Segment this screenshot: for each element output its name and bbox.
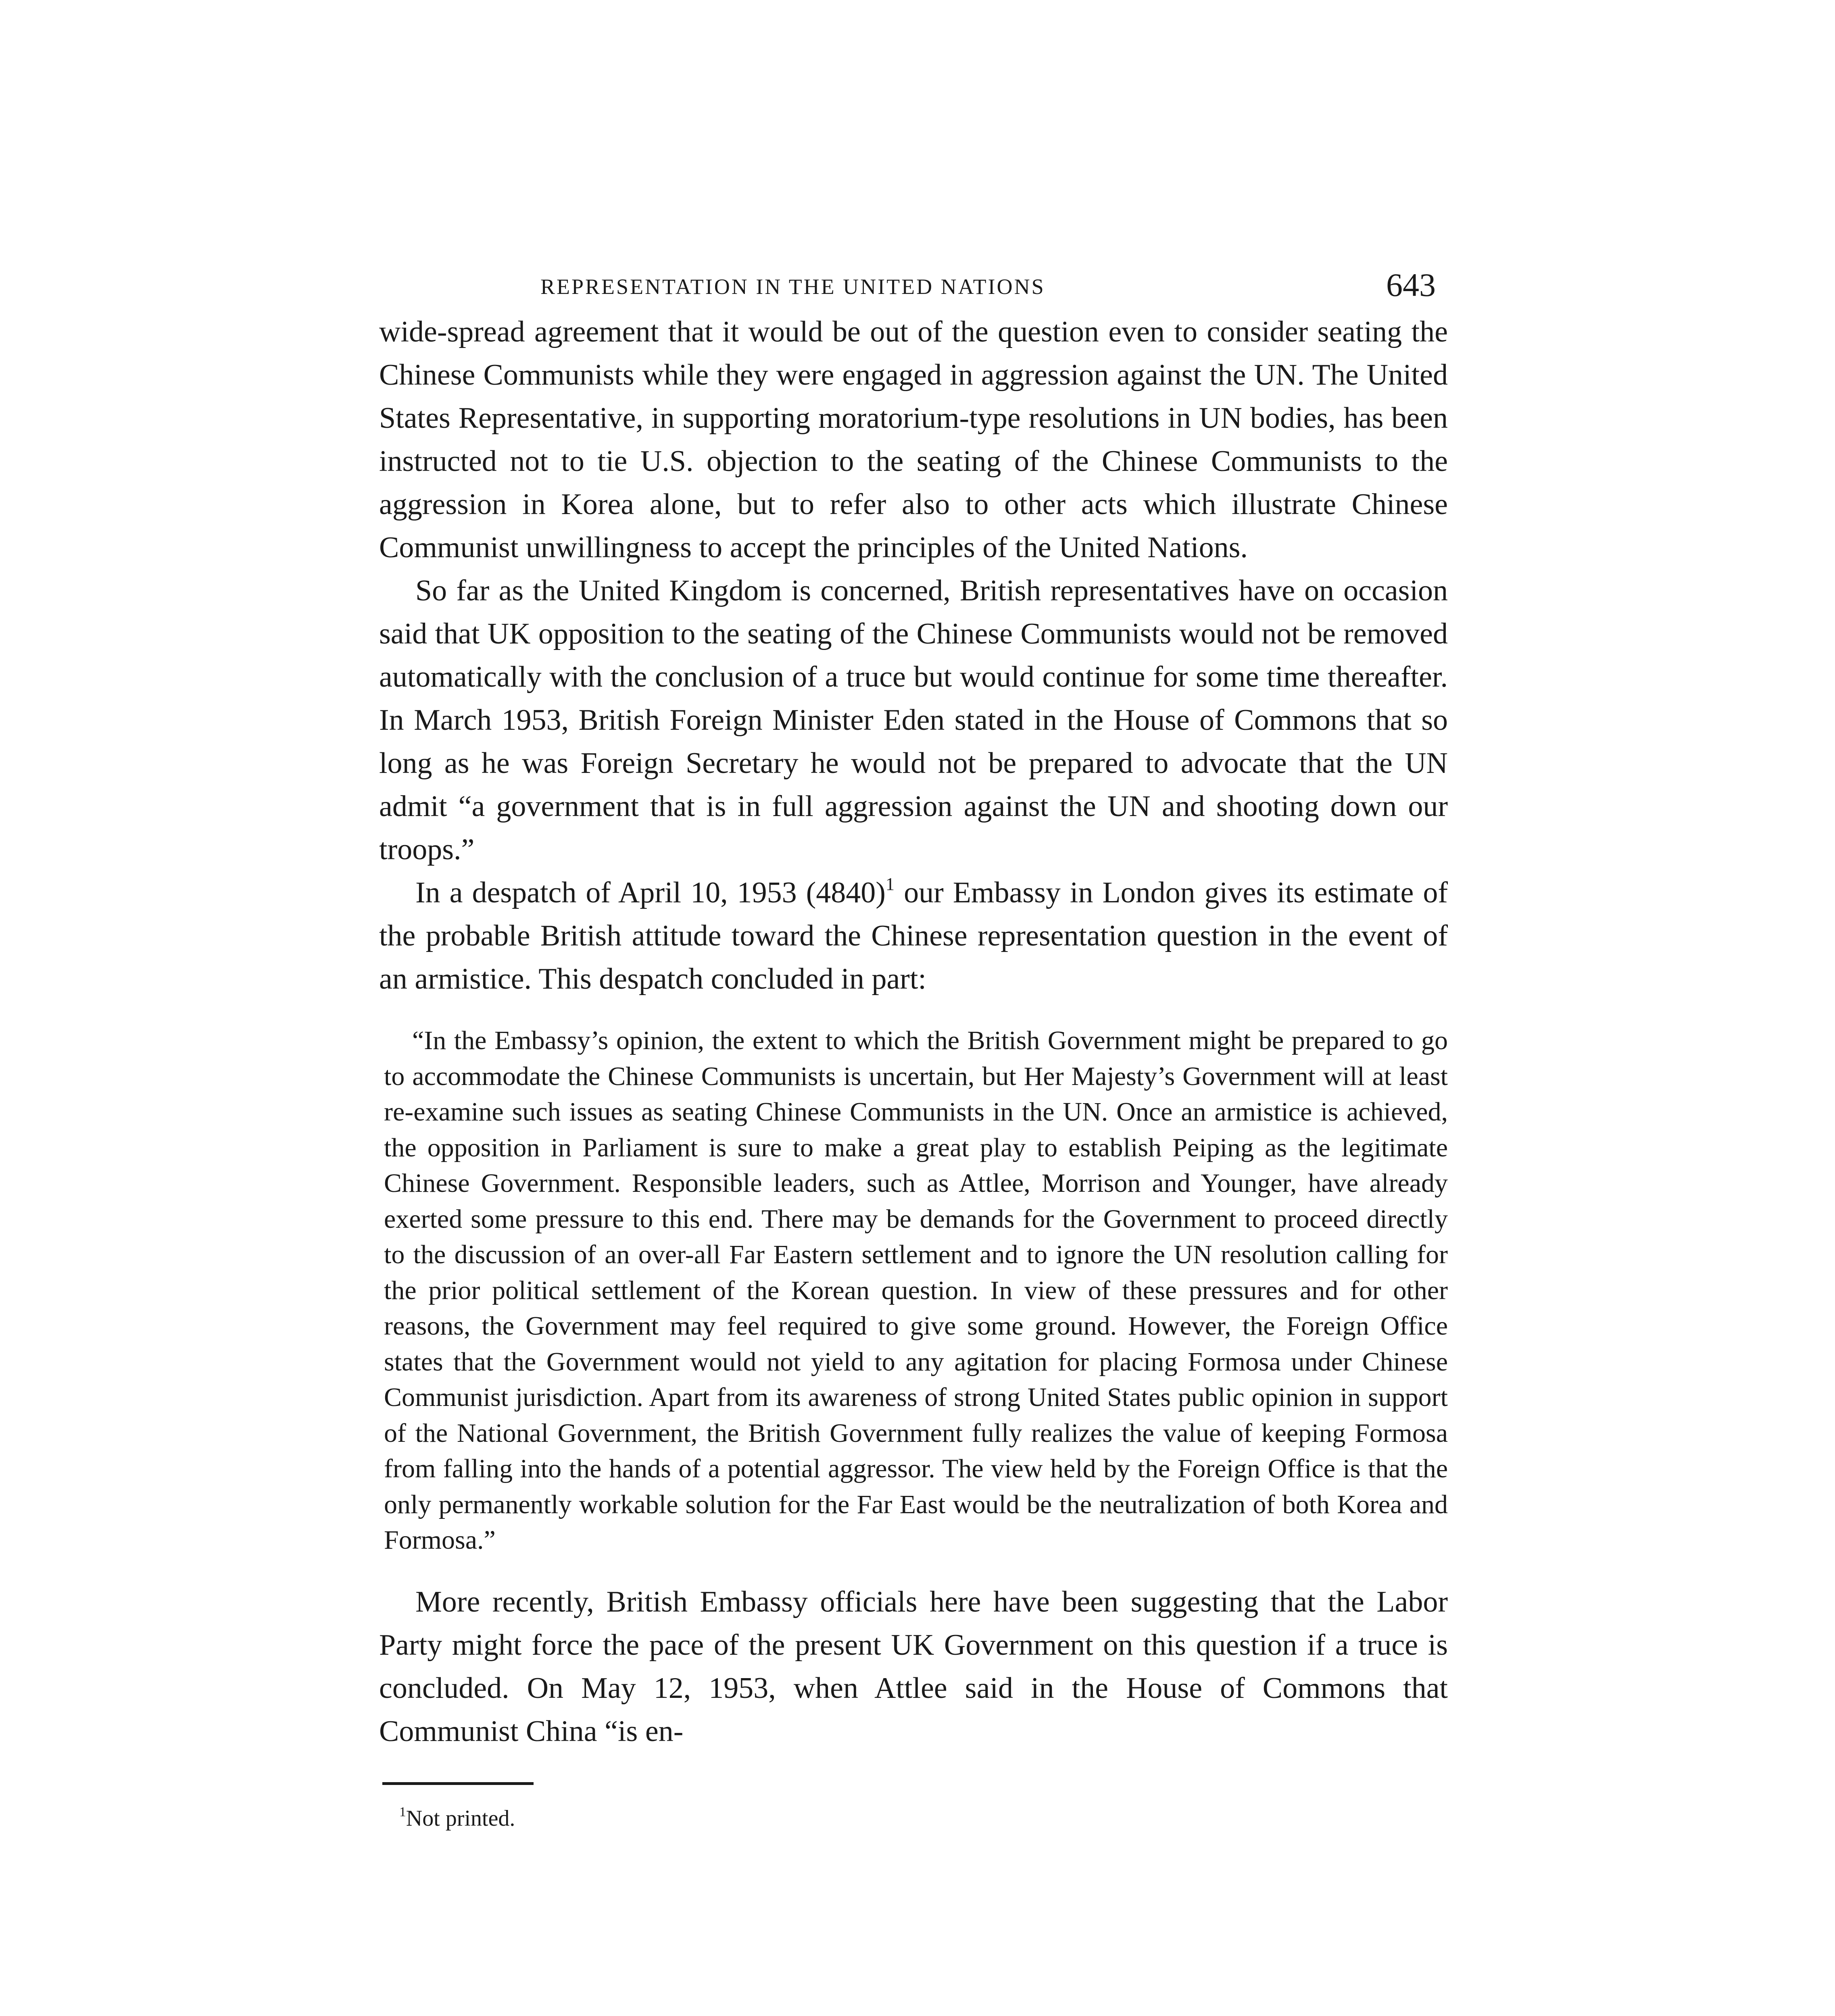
running-title: REPRESENTATION IN THE UNITED NATIONS <box>540 275 1045 299</box>
document-page <box>379 266 1448 1833</box>
paragraph-despatch-intro-end: our Embassy in London gives its estimate of the probable British attitude toward the Chinese representation question in the event of an armistice. This despatch concluded in part: <box>379 876 1448 996</box>
footnote-marker: 1 <box>399 1804 406 1819</box>
footnote <box>399 1804 1448 1833</box>
page-number: 643 <box>1386 267 1436 303</box>
footnote-reference: 1 <box>885 873 895 894</box>
paragraph-uk-position: So far as the United Kingdom is concerned, British representatives have on occasion said that UK opposition to the seating of the Chinese Communists would not be removed automatically with the conclusion of a truce but would continue for some time thereafter. In March 1953, British Foreign Minister Eden stated in the House of Commons that so long as he was Foreign Secretary he would not be prepared to advocate that the UN admit “a government that is in full aggression against the UN and shooting down our troops.” <box>379 574 1448 866</box>
footnote-divider <box>382 1782 534 1785</box>
paragraph-continuation: wide-spread agreement that it would be out of the question even to consider seating the Chinese Communists while they were engaged in aggression against the UN. The United States Representative, in supporting moratorium-type resolutions in UN bodies, has been instructed not to tie U.S. objection to the seating of the Chinese Communists to the aggression in Korea alone, but to refer also to other acts which illustrate Chinese Communist unwillingness to accept the principles of the United Nations. <box>379 315 1448 564</box>
embassy-quote-block <box>379 1023 1448 1558</box>
embassy-quote: “In the Embassy’s opinion, the extent to which the British Government might be prepared to go to accommodate the Chinese Communists is uncertain, but Her Majesty’s Government will at least re-examine such issues as seating Chinese Communists in the UN. Once an armistice is achieved, the opposition in Parliament is sure to make a great play to establish Peiping as the legitimate Chinese Government. Responsible leaders, such as Attlee, Morrison and Younger, have already exerted some pressure to this end. There may be demands for the Government to proceed directly to the discussion of an over-all Far Eastern settlement and to ignore the UN resolution calling for the prior political settlement of the Korean question. In view of these pressures and for other reasons, the Government may feel required to give some ground. However, the Foreign Office states that the Government would not yield to any agitation for placing Formosa under Chinese Communist jurisdiction. Apart from its awareness of strong United States public opinion in support of the National Government, the British Government fully realizes the value of keeping Formosa from falling into the hands of a potential aggressor. The view held by the Foreign Office is that the only permanently workable solution for the Far East would be the neutralization of both Korea and Formosa.” <box>384 1026 1448 1555</box>
running-header <box>379 266 1448 310</box>
footnote-text: Not printed. <box>406 1806 515 1831</box>
paragraph-labor-party: More recently, British Embassy officials here have been suggesting that the Labor Party might force the pace of the present UK Government on this question if a truce is concluded. On May 12, 1953, when Attlee said in the House of Commons that Communist China “is en- <box>379 1585 1448 1748</box>
body-text <box>379 310 1448 1753</box>
paragraph-despatch-intro-start: In a despatch of April 10, 1953 (4840) <box>415 876 886 909</box>
paragraph-despatch-intro <box>379 871 1448 1001</box>
